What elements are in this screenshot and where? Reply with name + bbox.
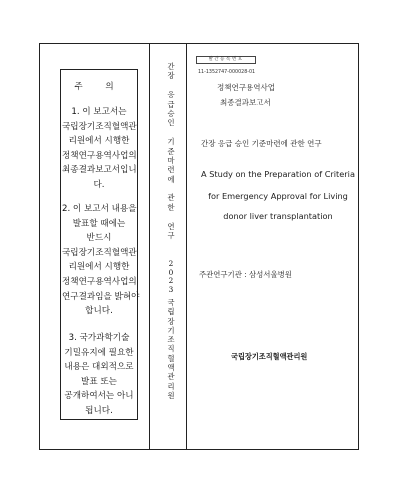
spine-char: 마	[167, 155, 175, 165]
spine-left-border	[149, 43, 150, 450]
spine-char: 응	[167, 90, 175, 100]
spine-char: 액	[167, 363, 175, 373]
spine-year	[160, 259, 182, 293]
notice-item-2	[62, 202, 140, 319]
spine-char: 2	[168, 259, 174, 268]
spine-char: 기	[167, 137, 175, 147]
spine-title	[160, 62, 182, 240]
spine-char: 준	[167, 146, 175, 156]
spine-char: 2	[168, 276, 174, 286]
spine-char: 국	[167, 298, 175, 307]
notice-line: 정책연구용역사업의	[62, 276, 137, 287]
notice-line: 됩니다.	[85, 405, 113, 416]
korean-title: 간장 응급 승인 기준마련에 관한 연구	[201, 139, 322, 148]
notice-line: 정책연구용역사업의	[62, 150, 137, 161]
notice-line: 1. 이 보고서는	[71, 107, 127, 117]
notice-line: 2. 이 보고서 내용을	[62, 204, 137, 214]
notice-line: 내용은 대외적으로	[64, 362, 134, 373]
series-label: 정책연구용역사업	[217, 83, 275, 92]
spine-char: 련	[167, 165, 175, 175]
notice-line: 국립장기조직혈액관	[62, 247, 137, 258]
notice-line: 리원에서 시행한	[68, 136, 130, 147]
notice-line: 연구결과임을 밝혀야	[62, 291, 140, 302]
spine-char: 연	[167, 221, 175, 231]
spine-char: 간	[167, 62, 175, 71]
notice-line: 기밀유지에 필요한	[64, 347, 134, 358]
spine-char: 관	[167, 372, 175, 382]
notice-line: 합니다.	[85, 306, 113, 317]
notice-item-1	[62, 105, 136, 193]
notice-line: 국립장기조직혈액관	[62, 121, 137, 132]
notice-line: 발표 또는	[81, 376, 117, 387]
registration-number: 11-1352747-000028-01	[198, 70, 256, 75]
spine-char: 장	[167, 71, 175, 81]
spine-char: 장	[167, 316, 175, 326]
spine-char	[160, 81, 182, 90]
spine-char: 직	[167, 344, 175, 354]
spine-char	[160, 184, 182, 193]
spine-char: 관	[167, 193, 175, 203]
spine-char: 에	[167, 174, 175, 184]
spine-char: 한	[167, 202, 175, 212]
registration-stamp: 발간등록번호	[196, 56, 256, 64]
english-title-line-3: donor liver transplantation	[223, 211, 333, 221]
agency-name: 국립장기조직혈액관리원	[231, 352, 308, 361]
spine-char	[160, 212, 182, 221]
spine-char	[160, 128, 182, 137]
notice-line: 발표할 때에는	[72, 218, 126, 229]
notice-line: 리원에서 시행한	[68, 262, 130, 273]
spine-agency	[160, 298, 182, 400]
spine-char: 승	[167, 108, 175, 118]
spine-char: 원	[167, 390, 175, 400]
notice-item-3	[62, 331, 136, 419]
english-title-line-2: for Emergency Approval for Living	[208, 191, 348, 201]
notice-line: 최종결과보고서입니	[62, 165, 137, 176]
notice-panel	[60, 69, 138, 420]
notice-line: 3. 국가과학기술	[68, 333, 130, 343]
notice-line: 반드시	[86, 233, 112, 244]
spine-char: 인	[167, 118, 175, 128]
spine-char: 혈	[167, 353, 175, 363]
notice-line: 공개하여서는 아니	[64, 391, 134, 402]
spine-char: 구	[167, 231, 175, 241]
spine-char: 조	[167, 335, 175, 345]
spine-char: 리	[167, 381, 175, 391]
spine-right-border	[186, 43, 187, 450]
spine-char: 기	[167, 325, 175, 335]
notice-title: 주 의	[74, 82, 124, 92]
spine-char: 0	[168, 267, 174, 277]
english-title-line-1: A Study on the Preparation of Criteria	[201, 169, 355, 179]
spine-char: 급	[167, 99, 175, 109]
spine-char: 립	[167, 307, 175, 317]
spine-char: 3	[168, 284, 174, 294]
organization-label: 주관연구기관 : 삼성서울병원	[199, 270, 292, 279]
report-type-label: 최종결과보고서	[220, 98, 271, 107]
notice-line: 다.	[93, 179, 105, 190]
